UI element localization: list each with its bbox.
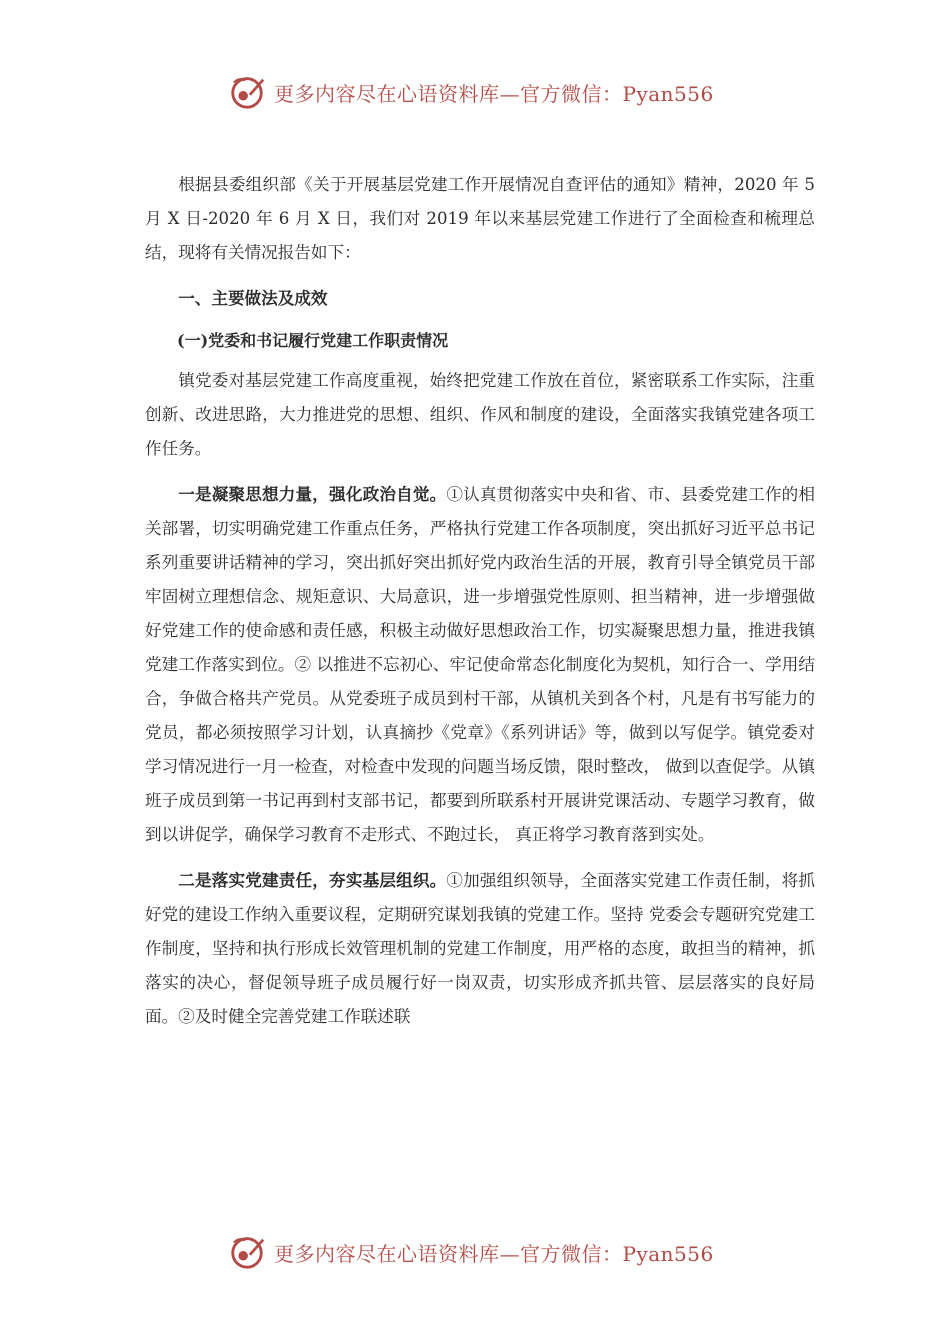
pen-logo-icon bbox=[228, 73, 266, 111]
subsection-heading: (一)党委和书记履行党建工作职责情况 bbox=[177, 331, 449, 350]
subsection-paragraph: 镇党委对基层党建工作高度重视，始终把党建工作放在首位，紧密联系工作实际，注重创新、改进思路，大力推进党的思想、组织、作风和制度的建设，全面落实我镇党建各项工作任务。 bbox=[145, 371, 815, 458]
document-body bbox=[145, 168, 815, 1034]
watermark-header bbox=[228, 72, 714, 112]
watermark-footer bbox=[228, 1232, 714, 1272]
point-two-body: ①加强组织领导，全面落实党建工作责任制，将抓好党的建设工作纳入重要议程，定期研究谋划我镇的党建工作。坚持 党委会专题研究党建工作制度，坚持和执行形成长效管理机制的党建工作制度，用严格的态度，敢担当的精神，抓落实的决心，督促领导班子成员履行好一岗双责，切实形成齐抓共管、层层落实的良好局面。②及时健全完善党建工作联述联 bbox=[145, 871, 815, 1026]
point-two-paragraph bbox=[145, 864, 815, 1034]
pen-logo-icon bbox=[228, 1233, 266, 1271]
point-one-lead: 一是凝聚思想力量，强化政治自觉。 bbox=[178, 485, 447, 504]
point-two-lead: 二是落实党建责任，夯实基层组织。 bbox=[178, 871, 447, 890]
section-heading: 一、主要做法及成效 bbox=[178, 289, 328, 308]
watermark-text: 更多内容尽在心语资料库—官方微信：Pyan556 bbox=[274, 81, 714, 106]
intro-paragraph: 根据县委组织部《关于开展基层党建工作开展情况自查评估的通知》精神，2020 年 5 月 X 日-2020 年 6 月 X 日，我们对 2019 年以来基层党建工作进行了全面检查和梳理总结，现将有关情况报告如下： bbox=[145, 175, 815, 262]
watermark-text: 更多内容尽在心语资料库—官方微信：Pyan556 bbox=[274, 1241, 714, 1266]
point-one-paragraph bbox=[145, 478, 815, 852]
point-one-body: ①认真贯彻落实中央和省、市、县委党建工作的相关部署，切实明确党建工作重点任务，严格执行党建工作各项制度，突出抓好习近平总书记系列重要讲话精神的学习，突出抓好突出抓好党内政治生活的开展，教育引导全镇党员干部牢固树立理想信念、规矩意识、大局意识，进一步增强党性原则、担当精神，进一步增强做好党建工作的使命感和责任感，积极主动做好思想政治工作，切实凝聚思想力量，推进我镇党建工作落实到位。② 以推进不忘初心、牢记使命常态化制度化为契机，知行合一、学用结合，争做合格共产党员。从党委班子成员到村干部，从镇机关到各个村，凡是有书写能力的党员，都必须按照学习计划，认真摘抄《党章》《系列讲话》等，做到以写促学。镇党委对学习情况进行一月一检查，对检查中发现的问题当场反馈，限时整改， 做到以查促学。从镇班子成员到第一书记再到村支部书记，都要到所联系村开展讲党课活动、专题学习教育，做到以讲促学，确保学习教育不走形式、不跑过长， 真正将学习教育落到实处。 bbox=[145, 485, 815, 844]
